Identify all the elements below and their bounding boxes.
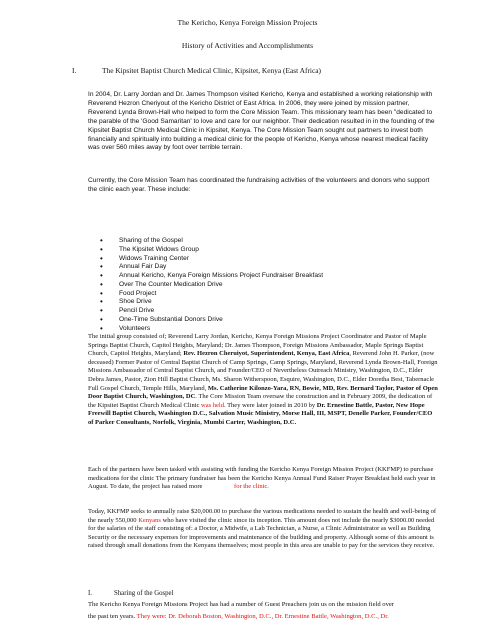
initial-group-paragraph: The initial group consisted of; Reverend Larry Jordan, Kericho, Kenya Foreign Missions Project Coordinator and Pastor of Maple Springs Baptist Church, Capitol Heights, Maryland; Dr. James Thompson, Foreign Missions Ambassador, Maple Springs Baptist Church, Capitol Heights, Maryland; Rev. Hezron Cheruiyot, Superintendent, Kenya, East Africa, Reverend John H. Parker, (now deceased) Former Pastor of Central Baptist Church of Camp Springs, Camp Springs, Maryland, Reverend Lynda Brown-Hall, Foreign Missions Ambassador of Central Baptist Church, and Founder/CEO of Nevertheless Outreach Ministry, Washington, D.C., Elder Debra James, Pastor, Zion Hill Baptist Church, Ms. Sharon Witherspoon, Esquire, Washington, D.C., Elder Doretha Best, Tabernacle Full Gospel Church, Temple Hills, Maryland, Ms. Catherine Kilonzo-Yara, RN, Bowie, MD, Rev. Bernard Taylor, Pastor of Open Door Baptist Church, Washington, DC. The Core Mission Team oversaw the construction and in February 2009, the dedication of the Kipsitet Baptist Church Medical Clinic was held. They were later joined in 2010 by Dr. Ernestine Battle, Pastor, New Hope Freewill Baptist Church, Washington D.C., Salvation Music Ministry, Morse Hall, III, MSPT, Denelle Parker, Founder/CEO of Parker Consultants, Norfolk, Virginia, Mumbi Carter, Washington, D.C. xyxy=(88,333,438,426)
annual-goal-paragraph: Today, KKFMP seeks to annually raise $20,000.00 to purchase the various medications needed to sustain the health and well-being of the nearly 550,000 Kenyans who have visited the clinic since its inception. This amount does not include the nearly $3000.00 needed for the salaries of the staff consisting of: a Doctor, a Midwife, a Lab Technician, a Nurse, a Clinic Administrator as well as Building Security or the necessary expenses for improvements and maintenance of the building and property. Although some of this amount is raised through small donations from the Kenyans themselves; most people in this area are unable to pay for the services they receive. xyxy=(88,508,436,550)
guest-preachers-line: The Kericho Kenya Foreign Missions Project has had a number of Guest Preachers join us on the mission field over xyxy=(88,601,394,608)
list-item: • Widows Training Center xyxy=(112,255,323,264)
activities-list xyxy=(112,237,323,333)
list-item: • Annual Fair Day xyxy=(112,263,323,272)
list-item: • The Kipsitet Widows Group xyxy=(112,246,323,255)
list-item: • Over The Counter Medication Drive xyxy=(112,281,323,290)
list-item: • Sharing of the Gospel xyxy=(112,237,323,246)
list-item: • Annual Kericho, Kenya Foreign Missions Project Fundraiser Breakfast xyxy=(112,272,323,281)
section-number: I. xyxy=(72,66,77,75)
section-heading xyxy=(88,590,173,597)
funding-paragraph: Each of the partners have been tasked with assisting with funding the Kericho Kenya Foreign Mission Project (KKFMP) to purchase medications for the clinic The primary fundraiser has been the Kericho Kenya Annual Fund Raiser Prayer Breakfast held each year in August. To date, the project has raised more for the clinic. xyxy=(88,466,436,491)
section-heading xyxy=(72,66,321,75)
section-title: Sharing of the Gospel xyxy=(114,590,174,597)
section-title: The Kipsitet Baptist Church Medical Clinic, Kipsitet, Kenya (East Africa) xyxy=(102,66,321,75)
guest-preachers-line: the past ten years. They were: Dr. Deborah Boston, Washington, D.C., Dr. Ernestine Battle, Washington, D.C., Dr. xyxy=(88,613,389,620)
document-subtitle: History of Activities and Accomplishments xyxy=(181,41,314,50)
history-paragraph: In 2004, Dr. Larry Jordan and Dr. James Thompson visited Kericho, Kenya and established a working relationship with Reverend Hezron Cheriyout of the Kericho District of East Africa. In 2006, they were joined by mission partner, Reverend Lynda Brown-Hall who helped to form the Core Mission Team. This missionary team has been "dedicated to the parable of the 'Good Samaritan' to love and care for our neighbor. Their dedication resulted in in the founding of the Kipsitet Baptist Church Medical Clinic in Kipsitet, Kenya. The Core Mission Team sought out partners to invest both financially and spiritually into building a medical clinic for the people of Kericho, Kenya whose nearest medical facility was over 560 miles away by foot over terrible terrain. xyxy=(88,91,435,152)
list-item: • Pencil Drive xyxy=(112,307,323,316)
list-item: • Volunteers xyxy=(112,325,323,334)
section-number: I. xyxy=(88,590,92,597)
document-title: The Kericho, Kenya Foreign Mission Projects xyxy=(177,18,318,27)
list-item: • Food Project xyxy=(112,290,323,299)
list-item: • Shoe Drive xyxy=(112,298,323,307)
list-item: • One-Time Substantial Donors Drive xyxy=(112,316,323,325)
activities-intro-paragraph: Currently, the Core Mission Team has coordinated the fundraising activities of the volunteers and donors who support the clinic each year. These include: xyxy=(88,177,430,193)
